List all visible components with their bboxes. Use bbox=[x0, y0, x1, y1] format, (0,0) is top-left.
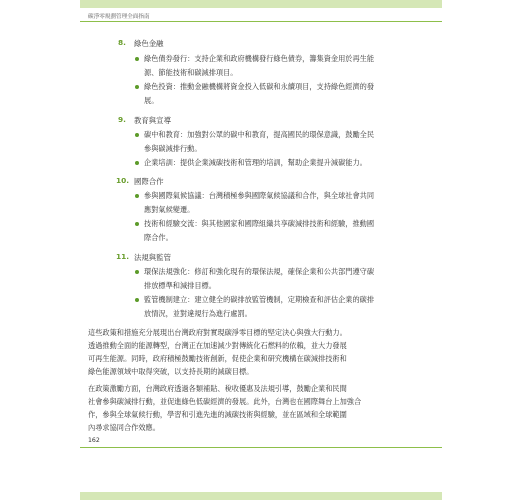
header-rule bbox=[80, 21, 442, 22]
bullet-text-line: 綠色投資：推動金融機構將資金投入低碳和永續項目，支持綠色經濟的發 bbox=[144, 82, 375, 91]
bullet-dot-icon bbox=[135, 57, 139, 61]
body-paragraph-line: 可再生能源。同時，政府積極鼓勵技術創新，促使企業和研究機構在碳減排技術和 bbox=[88, 354, 347, 363]
body-paragraph-line: 在政策激勵方面，台灣政府透過各類補貼、稅收優惠及法規引導，鼓勵企業和民間 bbox=[88, 384, 347, 393]
footer-rule bbox=[80, 447, 442, 448]
section-title: 教育與宣導 bbox=[134, 116, 171, 125]
bullet-text-line: 監管機制建立：建立健全的碳排放監管機制，定期檢查和評估企業的碳排 bbox=[144, 295, 375, 304]
header-color-band bbox=[80, 0, 442, 8]
bullet-text-line: 參與碳減排行動。 bbox=[144, 144, 202, 153]
bullet-text-line: 碳中和教育：加強對公眾的碳中和教育，提高國民的環保意識，鼓勵全民 bbox=[144, 130, 375, 139]
section-number: 9. bbox=[118, 115, 126, 124]
footer-color-band bbox=[80, 492, 442, 500]
body-paragraph-line: 社會參與碳減排行動，並促進綠色低碳經濟的發展。此外，台灣也在國際舞台上加強合 bbox=[88, 397, 362, 406]
section-number: 11. bbox=[116, 252, 130, 261]
body-paragraph-line: 作，參與全球氣候行動，學習和引進先進的減碳技術與經驗，並在區域和全球範圍 bbox=[88, 410, 347, 419]
bullet-dot-icon bbox=[135, 85, 139, 89]
section-title: 法規與監管 bbox=[134, 253, 171, 262]
bullet-text-line: 技術和經驗交流：與其他國家和國際組織共享碳減排技術和經驗，推動國 bbox=[144, 219, 375, 228]
section-number: 8. bbox=[118, 38, 126, 47]
bullet-text-line: 綠色債券發行：支持企業和政府機構發行綠色債券，籌集資金用於再生能 bbox=[144, 54, 375, 63]
bullet-dot-icon bbox=[135, 222, 139, 226]
bullet-text-line: 際合作。 bbox=[144, 233, 173, 242]
bullet-dot-icon bbox=[135, 298, 139, 302]
bullet-dot-icon bbox=[135, 133, 139, 137]
bullet-text-line: 源、節能技術和碳減排項目。 bbox=[144, 68, 238, 77]
page-number: 162 bbox=[88, 437, 100, 444]
bullet-dot-icon bbox=[135, 194, 139, 198]
bullet-text-line: 排放標準和減排目標。 bbox=[144, 281, 216, 290]
section-number: 10. bbox=[116, 176, 130, 185]
bullet-dot-icon bbox=[135, 161, 139, 165]
body-paragraph-line: 內尋求協同合作效應。 bbox=[88, 423, 160, 432]
bullet-text-line: 環保法規強化：修訂和強化現有的環保法規，確保企業和公共部門遵守碳 bbox=[144, 267, 375, 276]
section-title: 國際合作 bbox=[134, 177, 164, 186]
bullet-text-line: 參與國際氣候協議：台灣積極參與國際氣候協議和合作，與全球社會共同 bbox=[144, 191, 375, 200]
bullet-dot-icon bbox=[135, 270, 139, 274]
bullet-text-line: 放情況，並對違規行為進行處罰。 bbox=[144, 309, 252, 318]
body-paragraph-line: 透過推動全面的能源轉型，台灣正在加速減少對傳統化石燃料的依賴，並大力發展 bbox=[88, 341, 347, 350]
bullet-text-line: 企業培訓：提供企業減碳技術和管理的培訓，幫助企業提升減碳能力。 bbox=[144, 158, 367, 167]
bullet-text-line: 展。 bbox=[144, 96, 159, 105]
running-header: 碳淨零規劃管理全面指南 bbox=[88, 14, 150, 20]
section-title: 綠色金融 bbox=[134, 39, 164, 48]
body-paragraph-line: 綠色能源領域中取得突破，以支持長期的減碳目標。 bbox=[88, 367, 254, 376]
body-paragraph-line: 這些政策和措施充分展現出台灣政府對實現碳淨零目標的堅定決心與強大行動力。 bbox=[88, 328, 347, 337]
bullet-text-line: 應對氣候變遷。 bbox=[144, 205, 195, 214]
